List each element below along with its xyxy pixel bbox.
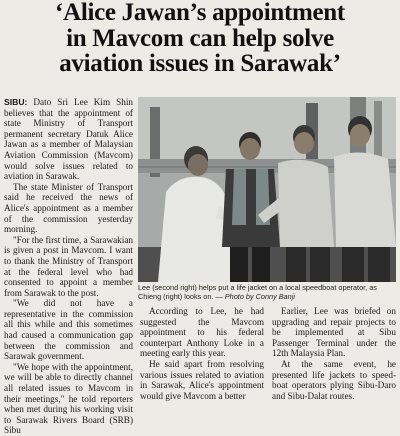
dateline: SIBU:	[4, 97, 28, 107]
article-paragraph: At the same event, he presented life jackets to speed-boat operators plying Sibu-Daro and Sibu-Dalat routes.	[272, 358, 396, 401]
article-paragraph: The state Minister of Transport said he received the news of Alice's appointment as a member of the commission yesterday morning.	[4, 181, 133, 235]
headline-line-2: in Mavcom can help solve	[66, 24, 334, 52]
article-left-column	[4, 97, 133, 436]
article-paragraph: He said apart from resolving various issues related to aviation in Sarawak, Alice's appointment would give Mavcom a better	[140, 358, 264, 401]
photo-caption	[138, 284, 396, 301]
caption-text: Lee (second right) helps put a life jacket on a local speedboat operator, as Chieng (right) looks on.	[138, 283, 377, 301]
article-paragraph	[4, 97, 133, 182]
article-paragraph: "For the first time, a Sarawakian is given a post in Mavcom. I want to thank the Ministry of Transport at the federal level who had consented to appoint a member from Sarawak to the post.	[4, 234, 133, 298]
photo-illustration	[138, 97, 396, 282]
article-right-column	[272, 306, 396, 400]
article-paragraph: "We did not have a representative in the commission all this while and this sometimes had caused a communication gap between the commission and Sarawak government.	[4, 298, 133, 362]
news-photo	[138, 97, 396, 282]
paragraph-text: Dato Sri Lee Kim Shin believes that the appointment of state Ministry of Transport permanent secretary Datuk Alice Jawan as a member of Malaysian Aviation Commission (Mavcom) would solve issues related to aviation in Sarawak.	[4, 97, 133, 182]
headline-line-3: aviation issues in Sarawak’	[59, 50, 341, 77]
article-paragraph: Earlier, Lee was briefed on upgrading and repair projects to be implemented at Sibu Passenger Terminal under the 12th Malaysia Plan.	[272, 306, 396, 359]
article-paragraph: According to Lee, he had suggested the Mavcom appointment to his federal counterpart Anthony Loke in a meeting early this year.	[140, 306, 264, 359]
headline-line-1: ‘Alice Jawan’s appointment	[55, 0, 345, 26]
headline	[4, 0, 396, 77]
article-paragraph: "We hope with the appointment, we will be able to directly channel all related issues to Mavcom in their meetings," he told reporters when met during his working visit to Sarawak Rivers Board (SRB) Sibu	[4, 361, 133, 436]
photo-credit: — Photo by Conny Banji	[215, 291, 295, 301]
article-middle-column	[140, 306, 264, 400]
